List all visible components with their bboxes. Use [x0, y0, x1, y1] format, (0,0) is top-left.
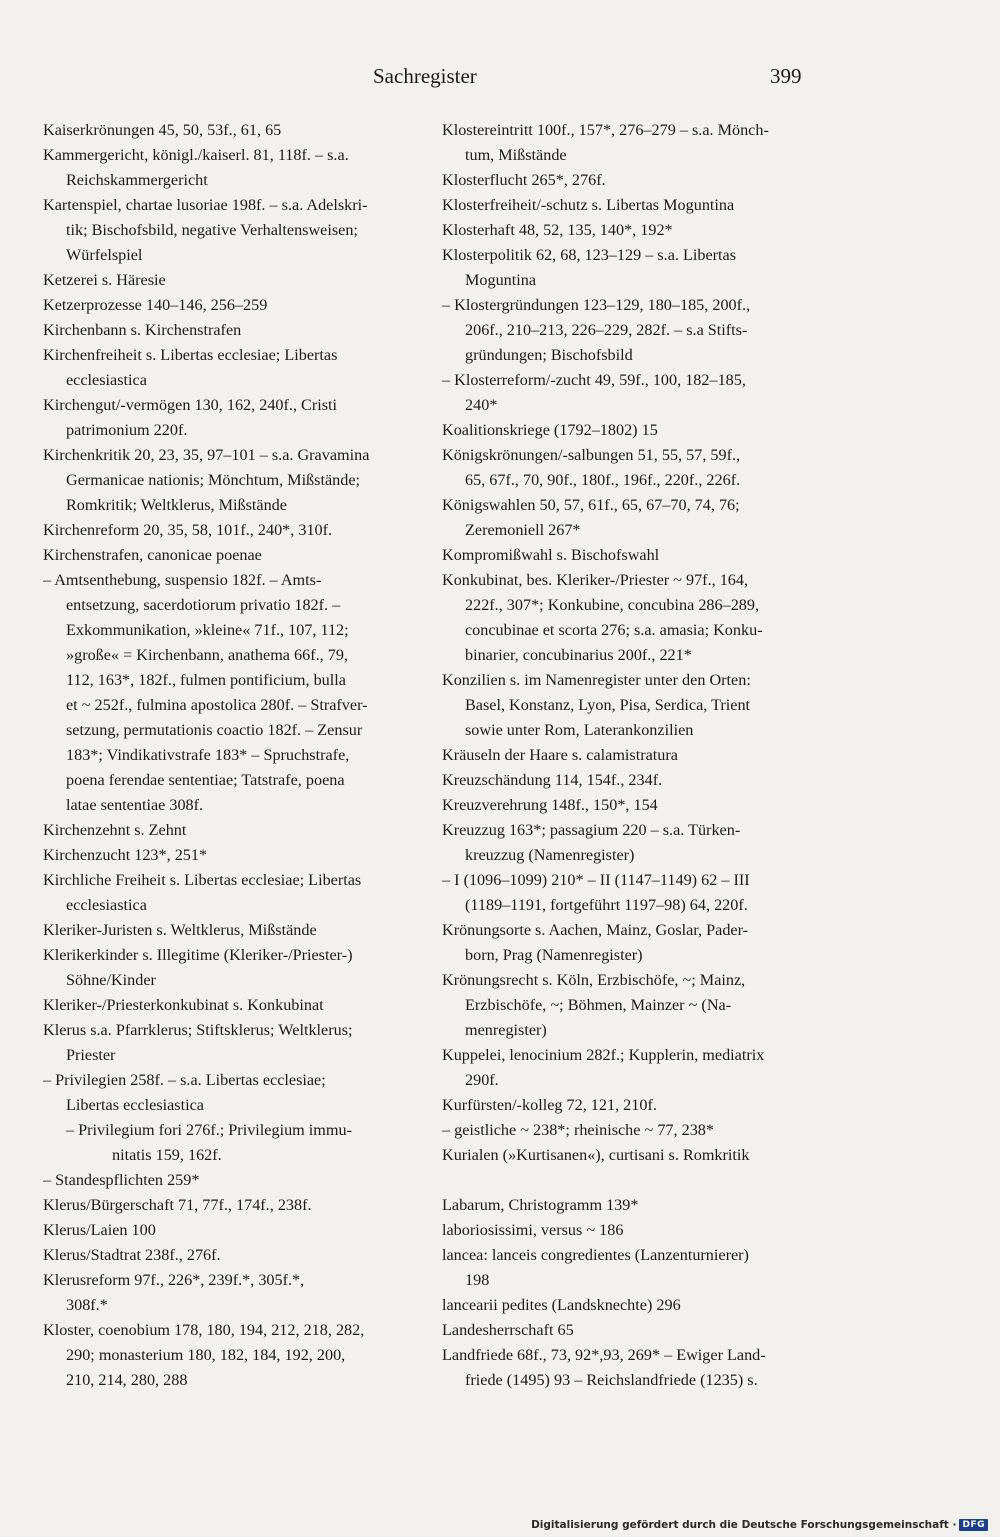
- index-entry-line: Söhne/Kinder: [66, 971, 156, 989]
- index-entry-line: latae sententiae 308f.: [66, 796, 204, 814]
- index-entry-line: – Klosterreform/-zucht 49, 59f., 100, 182–185,: [442, 371, 746, 389]
- index-entry-line: sowie unter Rom, Laterankonzilien: [465, 721, 694, 739]
- index-entry-line: friede (1495) 93 – Reichslandfriede (1235) s.: [465, 1371, 758, 1389]
- index-entry-line: Kirchengut/-vermögen 130, 162, 240f., Cristi: [43, 396, 338, 414]
- index-entry-line: – I (1096–1099) 210* – II (1147–1149) 62 – III: [442, 871, 750, 889]
- index-entry-line: concubinae et scorta 276; s.a. amasia; Konku-: [465, 621, 763, 639]
- index-entry-line: 308f.*: [66, 1296, 108, 1314]
- index-entry-line: Klosterfreiheit/-schutz s. Libertas Moguntina: [442, 196, 735, 214]
- running-title: Sachregister: [373, 64, 477, 88]
- index-entry-line: Klerikerkinder s. Illegitime (Kleriker-/Priester-): [43, 946, 353, 964]
- index-entry-line: – geistliche ~ 238*; rheinische ~ 77, 238*: [442, 1121, 714, 1139]
- index-entry-line: Kreuzverehrung 148f., 150*, 154: [442, 796, 658, 814]
- index-entry-line: 290; monasterium 180, 182, 184, 192, 200,: [66, 1346, 346, 1364]
- index-entry-line: Kirchenstrafen, canonicae poenae: [43, 546, 262, 564]
- index-entry-line: – Klostergründungen 123–129, 180–185, 200f.,: [442, 296, 751, 314]
- dfg-logo-icon: DFG: [959, 1519, 988, 1531]
- index-entry-line: – Privilegien 258f. – s.a. Libertas ecclesiae;: [43, 1071, 326, 1089]
- index-entry-line: tum, Mißstände: [465, 146, 567, 164]
- index-entry-line: Kleriker-/Priesterkonkubinat s. Konkubinat: [43, 996, 324, 1014]
- index-entry-line: setzung, permutationis coactio 182f. – Zensur: [66, 721, 363, 739]
- index-entry-line: Kreuzschändung 114, 154f., 234f.: [442, 771, 663, 789]
- index-entry-line: Klosterhaft 48, 52, 135, 140*, 192*: [442, 221, 673, 239]
- index-entry-line: Klerusreform 97f., 226*, 239f.*, 305f.*,: [43, 1271, 305, 1289]
- index-entry-line: Kirchliche Freiheit s. Libertas ecclesiae; Libertas: [43, 871, 362, 889]
- index-entry-line: Klosterpolitik 62, 68, 123–129 – s.a. Libertas: [442, 246, 737, 264]
- index-entry-line: Romkritik; Weltklerus, Mißstände: [66, 496, 287, 514]
- index-entry-line: entsetzung, sacerdotiorum privatio 182f. –: [66, 596, 341, 614]
- index-entry-line: Kleriker-Juristen s. Weltklerus, Mißstände: [43, 921, 317, 939]
- index-entry-line: »große« = Kirchenbann, anathema 66f., 79,: [66, 646, 348, 664]
- index-entry-line: Krönungsrecht s. Köln, Erzbischöfe, ~; Mainz,: [442, 971, 746, 989]
- index-entry-line: Moguntina: [465, 271, 537, 289]
- index-entry-line: Ketzerei s. Häresie: [43, 271, 166, 289]
- index-entry-line: Kirchenzucht 123*, 251*: [43, 846, 208, 864]
- index-entry-line: Basel, Konstanz, Lyon, Pisa, Serdica, Trient: [465, 696, 751, 714]
- index-entry-line: lancearii pedites (Landsknechte) 296: [442, 1296, 681, 1314]
- index-entry-line: Klerus/Stadtrat 238f., 276f.: [43, 1246, 221, 1264]
- index-entry-line: Erzbischöfe, ~; Böhmen, Mainzer ~ (Na-: [465, 996, 732, 1014]
- index-entry-line: Klosterflucht 265*, 276f.: [442, 171, 606, 189]
- index-entry-line: Klerus/Laien 100: [43, 1221, 156, 1239]
- index-entry-line: Kirchenbann s. Kirchenstrafen: [43, 321, 242, 339]
- index-entry-line: Landfriede 68f., 73, 92*,93, 269* – Ewiger Land-: [442, 1346, 766, 1364]
- index-entry-line: – Privilegium fori 276f.; Privilegium immu-: [66, 1121, 352, 1139]
- index-entry-line: 206f., 210–213, 226–229, 282f. – s.a Stifts-: [465, 321, 748, 339]
- index-column-left: [43, 118, 418, 1393]
- index-entry-line: patrimonium 220f.: [66, 421, 188, 439]
- index-entry-line: Kirchenfreiheit s. Libertas ecclesiae; Libertas: [43, 346, 338, 364]
- index-entry-line: born, Prag (Namenregister): [465, 946, 643, 964]
- index-entry-line: poena ferendae sententiae; Tatstrafe, poena: [66, 771, 345, 789]
- index-entry-line: 240*: [465, 396, 498, 414]
- section-gap: [442, 1168, 820, 1193]
- index-entry-line: laboriosissimi, versus ~ 186: [442, 1221, 624, 1239]
- index-entry-line: (1189–1191, fortgeführt 1197–98) 64, 220f.: [465, 896, 748, 914]
- index-entry-line: tik; Bischofsbild, negative Verhaltensweisen;: [66, 221, 358, 239]
- index-entry-line: nitatis 159, 162f.: [112, 1146, 222, 1164]
- index-entry-line: Klerus s.a. Pfarrklerus; Stiftsklerus; Weltklerus;: [43, 1021, 353, 1039]
- index-entry-line: Kräuseln der Haare s. calamistratura: [442, 746, 678, 764]
- index-entry-line: Kurialen (»Kurtisanen«), curtisani s. Romkritik: [442, 1146, 750, 1164]
- index-entry-line: Kloster, coenobium 178, 180, 194, 212, 218, 282,: [43, 1321, 365, 1339]
- index-entry-line: Priester: [66, 1046, 116, 1064]
- index-entry-line: Koalitionskriege (1792–1802) 15: [442, 421, 658, 439]
- index-entry-line: Kirchenreform 20, 35, 58, 101f., 240*, 310f.: [43, 521, 333, 539]
- index-entry-line: Kaiserkrönungen 45, 50, 53f., 61, 65: [43, 121, 282, 139]
- index-entry-line: Kartenspiel, chartae lusoriae 198f. – s.a. Adelskri-: [43, 196, 368, 214]
- index-entry-line: 112, 163*, 182f., fulmen pontificium, bulla: [66, 671, 346, 689]
- index-entry-line: lancea: lanceis congredientes (Lanzenturnierer): [442, 1246, 749, 1264]
- index-entry-line: binarier, concubinarius 200f., 221*: [465, 646, 692, 664]
- page-header: [0, 64, 1000, 98]
- index-entry-line: Würfelspiel: [66, 246, 143, 264]
- digitization-footer: [531, 1519, 988, 1531]
- index-entry-line: – Amtsenthebung, suspensio 182f. – Amts-: [43, 571, 322, 589]
- index-entry-line: ecclesiastica: [66, 896, 147, 914]
- index-entry-line: Konzilien s. im Namenregister unter den Orten:: [442, 671, 751, 689]
- index-entry-line: 198: [465, 1271, 490, 1289]
- index-entry-line: Labarum, Christogramm 139*: [442, 1196, 639, 1214]
- index-entry-line: Kuppelei, lenocinium 282f.; Kupplerin, mediatrix: [442, 1046, 765, 1064]
- index-entry-line: 210, 214, 280, 288: [66, 1371, 188, 1389]
- index-entry-line: Zeremoniell 267*: [465, 521, 581, 539]
- index-entry-line: Kirchenzehnt s. Zehnt: [43, 821, 187, 839]
- index-entry-line: Klostereintritt 100f., 157*, 276–279 – s.a. Mönch-: [442, 121, 769, 139]
- index-entry-line: Kompromißwahl s. Bischofswahl: [442, 546, 660, 564]
- index-entry-line: Krönungsorte s. Aachen, Mainz, Goslar, Pader-: [442, 921, 749, 939]
- index-column-right: [442, 118, 820, 1393]
- index-entry-line: 183*; Vindikativstrafe 183* – Spruchstrafe,: [66, 746, 350, 764]
- footer-text: Digitalisierung gefördert durch die Deutsche Forschungsgemeinschaft ·: [531, 1519, 957, 1531]
- index-entry-line: Ketzerprozesse 140–146, 256–259: [43, 296, 268, 314]
- index-entry-line: gründungen; Bischofsbild: [465, 346, 633, 364]
- index-entry-line: et ~ 252f., fulmina apostolica 280f. – Strafver-: [66, 696, 368, 714]
- index-entry-line: 65, 67f., 70, 90f., 180f., 196f., 220f., 226f.: [465, 471, 741, 489]
- index-entry-line: Reichskammergericht: [66, 171, 208, 189]
- index-entry-line: Libertas ecclesiastica: [66, 1096, 204, 1114]
- index-entry-line: 222f., 307*; Konkubine, concubina 286–289,: [465, 596, 760, 614]
- index-entry-line: Kirchenkritik 20, 23, 35, 97–101 – s.a. Gravamina: [43, 446, 370, 464]
- index-entry-line: 290f.: [465, 1071, 499, 1089]
- index-entry-line: Kammergericht, königl./kaiserl. 81, 118f. – s.a.: [43, 146, 349, 164]
- index-entry-line: – Standespflichten 259*: [43, 1171, 200, 1189]
- index-entry-line: Exkommunikation, »kleine« 71f., 107, 112;: [66, 621, 349, 639]
- index-entry-line: Königskrönungen/-salbungen 51, 55, 57, 59f.,: [442, 446, 741, 464]
- index-entry-line: kreuzzug (Namenregister): [465, 846, 635, 864]
- index-entry-line: Kreuzzug 163*; passagium 220 – s.a. Türken-: [442, 821, 741, 839]
- index-entry-line: Königswahlen 50, 57, 61f., 65, 67–70, 74, 76;: [442, 496, 740, 514]
- index-entry-line: Klerus/Bürgerschaft 71, 77f., 174f., 238f.: [43, 1196, 312, 1214]
- index-entry-line: menregister): [465, 1021, 547, 1039]
- index-entry-line: ecclesiastica: [66, 371, 147, 389]
- index-entry-line: Germanicae nationis; Mönchtum, Mißstände;: [66, 471, 361, 489]
- index-entry-line: Kurfürsten/-kolleg 72, 121, 210f.: [442, 1096, 657, 1114]
- index-entry-line: Konkubinat, bes. Kleriker-/Priester ~ 97f., 164,: [442, 571, 749, 589]
- page-number: 399: [770, 64, 802, 88]
- index-entry-line: Landesherrschaft 65: [442, 1321, 574, 1339]
